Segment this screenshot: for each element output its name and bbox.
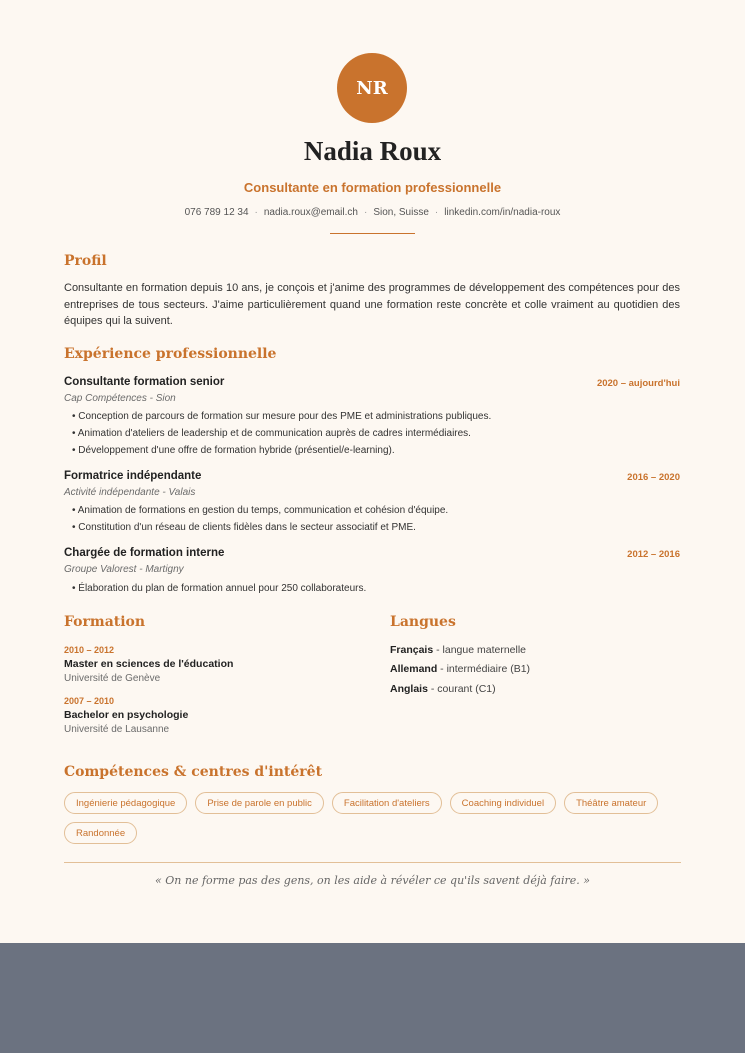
job-organization: Cap Compétences - Sion bbox=[64, 393, 176, 404]
skill-chip: Facilitation d'ateliers bbox=[332, 792, 442, 814]
job-bullet: • Animation de formations en gestion du temps, communication et cohésion d'équipe. bbox=[72, 505, 449, 516]
skill-chip: Randonnée bbox=[64, 822, 137, 844]
education-heading: Formation bbox=[64, 614, 146, 630]
language-name: Anglais bbox=[390, 683, 428, 695]
avatar bbox=[337, 53, 407, 123]
job-bullet: • Animation d'ateliers de leadership et de communication auprès de cadres intermédiaires. bbox=[72, 428, 471, 439]
job-bullet: • Élaboration du plan de formation annuel pour 250 collaborateurs. bbox=[72, 583, 367, 594]
contact-linkedin: linkedin.com/in/nadia-roux bbox=[444, 207, 561, 218]
skill-chip: Coaching individuel bbox=[450, 792, 556, 814]
footer-quote: « On ne forme pas des gens, on les aide à révéler ce qu'ils savent déjà faire. » bbox=[155, 874, 590, 887]
education-school: Université de Genève bbox=[64, 673, 161, 684]
profile-text: Consultante en formation depuis 10 ans, je conçois et j'anime des programmes de développement des compétences pour des entreprises de tous secteurs. J'aime particulièrement quand une formation reste concrète et colle vraiment au quotidien des équipes qui la suivent. bbox=[64, 282, 680, 327]
contact-separator: · bbox=[254, 207, 258, 218]
job-organization: Activité indépendante - Valais bbox=[64, 487, 196, 498]
header-divider bbox=[330, 233, 415, 234]
contact-phone: 076 789 12 34 bbox=[184, 207, 249, 218]
languages-heading: Langues bbox=[390, 614, 456, 630]
skill-chip: Théâtre amateur bbox=[564, 792, 658, 814]
job-organization: Groupe Valorest - Martigny bbox=[64, 564, 184, 575]
profile-heading: Profil bbox=[64, 253, 107, 269]
language-item bbox=[390, 683, 496, 695]
education-school: Université de Lausanne bbox=[64, 724, 170, 735]
language-item bbox=[390, 644, 526, 656]
job-title: Formatrice indépendante bbox=[64, 470, 202, 482]
person-name: Nadia Roux bbox=[303, 136, 442, 166]
experience-heading: Expérience professionnelle bbox=[64, 346, 277, 362]
education-dates: 2007 – 2010 bbox=[64, 696, 115, 706]
footer-divider bbox=[64, 862, 681, 863]
skill-chip: Prise de parole en public bbox=[195, 792, 324, 814]
job-bullet: • Constitution d'un réseau de clients fidèles dans le secteur associatif et PME. bbox=[72, 522, 416, 533]
job-dates: 2012 – 2016 bbox=[627, 549, 680, 560]
contact-separator: · bbox=[363, 207, 368, 218]
language-name: Allemand bbox=[390, 663, 438, 675]
job-dates: 2020 – aujourd'hui bbox=[596, 378, 680, 389]
language-name: Français bbox=[390, 644, 434, 656]
contact-location: Sion, Suisse bbox=[373, 207, 429, 218]
contact-email: nadia.roux@email.ch bbox=[263, 207, 358, 218]
job-bullet: • Conception de parcours de formation sur mesure pour des PME et administrations publiques. bbox=[72, 411, 492, 422]
avatar-initials: NR bbox=[356, 77, 388, 99]
job-subtitle: Consultante en formation professionnelle bbox=[243, 180, 502, 195]
language-level: - intermédiaire (B1) bbox=[437, 663, 531, 675]
job-title: Consultante formation senior bbox=[64, 376, 225, 388]
job-title: Chargée de formation interne bbox=[64, 547, 225, 559]
skills-chip-list bbox=[64, 792, 684, 844]
job-dates: 2016 – 2020 bbox=[627, 472, 680, 483]
education-degree: Bachelor en psychologie bbox=[64, 709, 189, 721]
job-bullet: • Développement d'une offre de formation hybride (présentiel/e-learning). bbox=[72, 445, 395, 456]
education-degree: Master en sciences de l'éducation bbox=[64, 658, 234, 670]
language-item bbox=[390, 663, 530, 675]
contact-line bbox=[0, 207, 745, 218]
skills-heading: Compétences & centres d'intérêt bbox=[64, 764, 323, 780]
education-dates: 2010 – 2012 bbox=[64, 645, 115, 655]
contact-separator: · bbox=[434, 207, 439, 218]
language-level: - langue maternelle bbox=[433, 644, 527, 656]
language-level: - courant (C1) bbox=[427, 683, 496, 695]
skill-chip: Ingénierie pédagogique bbox=[64, 792, 187, 814]
